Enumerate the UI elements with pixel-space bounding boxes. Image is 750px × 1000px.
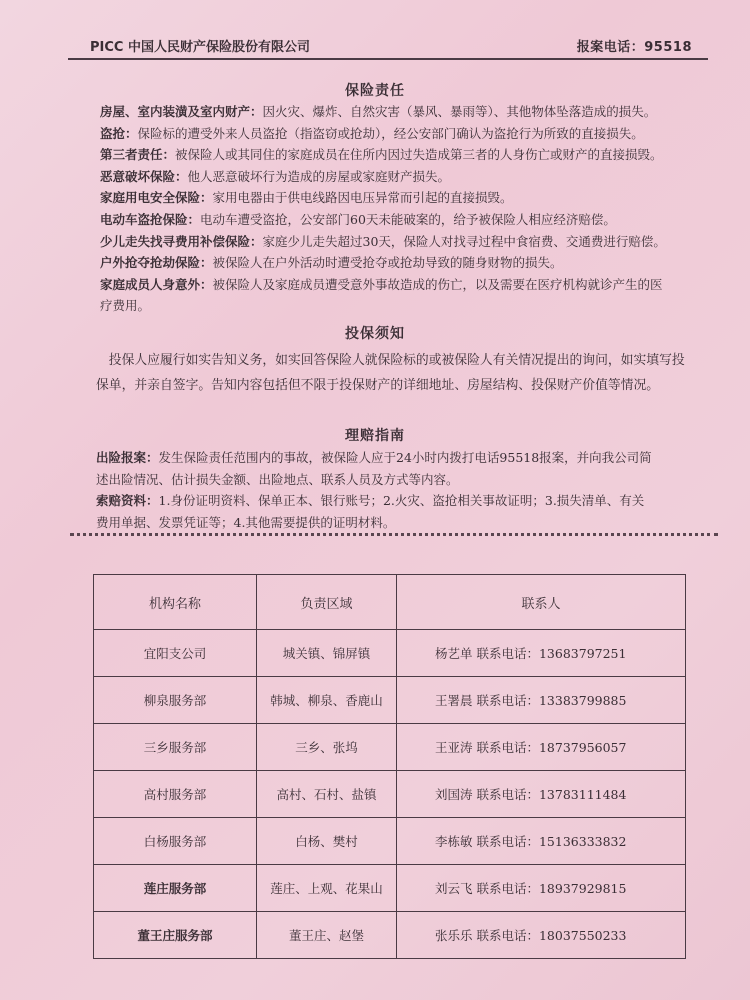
list-item — [100, 187, 720, 209]
header-contact: 联系人 — [397, 575, 686, 630]
table-row — [94, 912, 686, 959]
item-term: 家庭用电安全保险： — [100, 190, 213, 206]
item-term: 索赔资料： — [96, 493, 159, 509]
item-term: 第三者责任： — [100, 147, 176, 163]
list-item — [100, 252, 720, 274]
item-text: 被保险人在户外活动时遭受抢夺或抢劫导致的随身财物的损失。 — [212, 255, 563, 271]
header-area: 负责区域 — [257, 575, 397, 630]
cell-area: 白杨、樊村 — [257, 818, 397, 865]
item-text: 保险标的遭受外来人员盗抢（指盗窃或抢劫），经公安部门确认为盗抢行为所致的直接损失。 — [137, 125, 644, 141]
item-text: 他人恶意破坏行为造成的房屋或家庭财产损失。 — [187, 168, 451, 184]
item-text: 电动车遭受盗抢，公安部门60天未能破案的，给予被保险人相应经济赔偿。 — [200, 211, 616, 227]
report-hotline: 报案电话：95518 — [576, 40, 692, 55]
section-title-coverage: 保险责任 — [345, 83, 405, 99]
cell-area: 董王庄、赵堡 — [257, 912, 397, 959]
table-row — [94, 630, 686, 677]
cell-contact: 王亚涛 联系电话：18737956057 — [397, 724, 686, 771]
list-item — [100, 209, 720, 231]
list-item — [100, 166, 720, 188]
cell-contact: 刘云飞 联系电话：18937929815 — [397, 865, 686, 912]
list-item — [100, 101, 720, 123]
cell-contact: 刘国涛 联系电话：13783111484 — [397, 771, 686, 818]
list-item — [96, 447, 716, 469]
list-item — [100, 274, 720, 296]
cell-branch: 莲庄服务部 — [94, 865, 257, 912]
item-term: 盗抢： — [100, 125, 138, 141]
item-text: 述出险情况、估计损失金额、出险地点、联系人员及方式等内容。 — [96, 471, 459, 487]
page-header — [68, 30, 708, 60]
cell-area: 城关镇、锦屏镇 — [257, 630, 397, 677]
cell-branch: 高村服务部 — [94, 771, 257, 818]
table-row — [94, 724, 686, 771]
section-title-claims: 理赔指南 — [345, 428, 405, 444]
item-text: 家庭少儿走失超过30天，保险人对找寻过程中食宿费、交通费进行赔偿。 — [262, 233, 666, 249]
cell-area: 高村、石村、盐镇 — [257, 771, 397, 818]
company-name: PICC 中国人民财产保险股份有限公司 — [90, 40, 310, 55]
cell-area: 三乡、张坞 — [257, 724, 397, 771]
item-term: 家庭成员人身意外： — [100, 276, 213, 292]
paragraph-line: 保单，并亲自签字。告知内容包括但不限于投保财产的详细地址、房屋结构、投保财产价值等情况。 — [96, 378, 660, 393]
claims-list — [96, 447, 716, 533]
list-item — [100, 231, 720, 253]
cell-contact: 王署晨 联系电话：13383799885 — [397, 677, 686, 724]
header-branch: 机构名称 — [94, 575, 257, 630]
cell-area: 莲庄、上观、花果山 — [257, 865, 397, 912]
table-row — [94, 818, 686, 865]
item-term: 户外抢夺抢劫保险： — [100, 255, 213, 271]
cell-branch: 白杨服务部 — [94, 818, 257, 865]
item-text: 被保险人或其同住的家庭成员在住所内因过失造成第三者的人身伤亡或财产的直接损毁。 — [175, 147, 663, 163]
item-text: 家用电器由于供电线路因电压异常而引起的直接损毁。 — [212, 190, 513, 206]
item-term: 少儿走失找寻费用补偿保险： — [100, 233, 263, 249]
item-term: 恶意破坏保险： — [100, 168, 188, 184]
cell-branch: 董王庄服务部 — [94, 912, 257, 959]
item-text: 费用单据、发票凭证等；4.其他需要提供的证明材料。 — [96, 514, 396, 530]
branch-contact-table — [93, 574, 686, 959]
notice-paragraph — [96, 348, 716, 398]
item-text: 发生保险责任范围内的事故，被保险人应于24小时内拨打电话95518报案，并向我公司简 — [158, 450, 652, 465]
item-term: 出险报案： — [96, 450, 159, 465]
cell-contact: 李栋敏 联系电话：15136333832 — [397, 818, 686, 865]
section-title-notice: 投保须知 — [345, 326, 405, 342]
item-term: 电动车盗抢保险： — [100, 211, 201, 227]
item-text: 1.身份证明资料、保单正本、银行账号；2.火灾、盗抢相关事故证明；3.损失清单、有关 — [158, 493, 645, 509]
table-row — [94, 771, 686, 818]
item-term: 房屋、室内装潢及室内财产： — [100, 104, 263, 119]
list-item — [100, 295, 720, 317]
cell-contact: 杨艺单 联系电话：13683797251 — [397, 630, 686, 677]
list-item — [100, 123, 720, 145]
table-header-row — [94, 575, 686, 630]
cell-branch: 三乡服务部 — [94, 724, 257, 771]
list-item — [96, 490, 716, 512]
dotted-divider — [70, 533, 718, 536]
coverage-list — [100, 101, 720, 317]
table-row — [94, 865, 686, 912]
item-text: 因火灾、爆炸、自然灾害（暴风、暴雨等）、其他物体坠落造成的损失。 — [262, 104, 657, 119]
cell-branch: 柳泉服务部 — [94, 677, 257, 724]
cell-contact: 张乐乐 联系电话：18037550233 — [397, 912, 686, 959]
list-item — [100, 144, 720, 166]
cell-area: 韩城、柳泉、香鹿山 — [257, 677, 397, 724]
item-text: 疗费用。 — [100, 298, 151, 314]
cell-branch: 宜阳支公司 — [94, 630, 257, 677]
paragraph-line: 投保人应履行如实告知义务，如实回答保险人就保险标的或被保险人有关情况提出的询问，如实填写投 — [96, 353, 685, 368]
list-item — [96, 469, 716, 491]
list-item — [96, 512, 716, 534]
item-text: 被保险人及家庭成员遭受意外事故造成的伤亡，以及需要在医疗机构就诊产生的医 — [212, 276, 663, 292]
table-row — [94, 677, 686, 724]
